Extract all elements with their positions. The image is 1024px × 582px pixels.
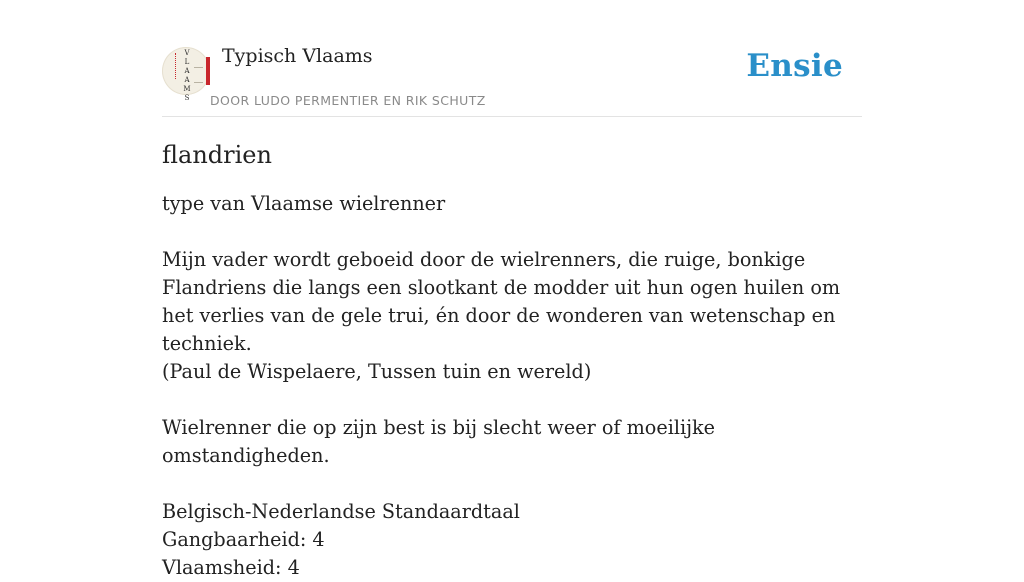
entry-vlaamsheid: Vlaamsheid: 4 [162, 556, 300, 579]
entry-content [162, 138, 862, 582]
avatar-decoration [175, 53, 180, 79]
author-header [162, 40, 862, 117]
avatar-letters: V L A A M S [183, 49, 191, 102]
entry-language-variant: Belgisch-Nederlandse Standaardtaal [162, 500, 520, 523]
avatar-accent-bar [206, 57, 210, 85]
spacer [162, 470, 862, 498]
entry-word: flandrien [162, 141, 272, 169]
entry-description: Wielrenner die op zijn best is bij slecht weer of moeilijke omstandigheden. [162, 416, 716, 467]
spacer [162, 386, 862, 414]
entry-quote: Mijn vader wordt geboeid door de wielrenners, die ruige, bonkige Flandriens die langs een slootkant de modder uit hun ogen huilen om het verlies van de gele trui, én door de wonderen van wetenschap en techniek. [162, 248, 841, 355]
entry-quote-source: (Paul de Wispelaere, Tussen tuin en wereld) [162, 360, 592, 383]
spacer [162, 218, 862, 246]
entry-gangbaarheid: Gangbaarheid: 4 [162, 528, 325, 551]
site-title[interactable]: Typisch Vlaams [222, 45, 373, 67]
author-byline: DOOR LUDO PERMENTIER EN RIK SCHUTZ [210, 93, 486, 108]
entry-definition: type van Vlaamse wielrenner [162, 192, 446, 215]
author-avatar[interactable] [162, 47, 210, 102]
brand-logo[interactable]: Ensie [746, 48, 843, 84]
avatar-lines [194, 67, 203, 83]
